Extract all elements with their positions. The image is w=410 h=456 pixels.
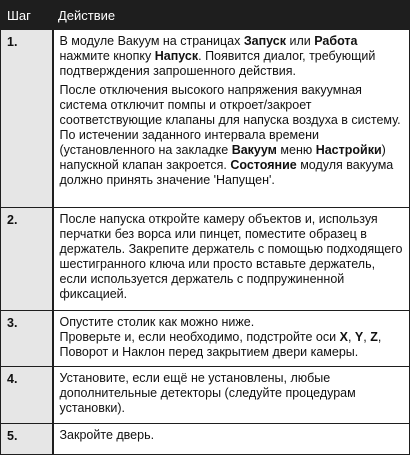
text-run: ) напускной клапан закроется. — [59, 143, 386, 172]
step-action: Установите, если ещё не установлены, любые дополнительные детекторы (следуйте процедурам установки). — [53, 367, 410, 424]
bold-term: Напуск — [154, 49, 199, 63]
step-action: Закройте дверь. — [53, 423, 410, 454]
text-run: В модуле Вакуум на страницах — [59, 34, 244, 48]
header-row — [1, 1, 410, 30]
step-1-paragraph-2 — [60, 83, 404, 188]
step-number: 4. — [1, 367, 53, 424]
text-run: или — [286, 34, 315, 48]
bold-term: Запуск — [243, 34, 287, 48]
bold-term: Вакуум — [231, 143, 277, 157]
step-action — [53, 310, 410, 367]
step-number: 5. — [1, 423, 53, 454]
bold-term: Работа — [314, 34, 358, 48]
bold-term: X — [339, 329, 348, 344]
step-action — [53, 30, 410, 208]
bold-term: Y — [354, 329, 364, 344]
text-run: меню — [276, 143, 316, 157]
step-number: 1. — [1, 30, 53, 208]
text-run: модуля вакуума должно принять значение 'Напущен'. — [59, 158, 394, 187]
bold-term: Состояние — [230, 158, 297, 172]
action-column-header: Действие — [53, 1, 410, 30]
text-run: нажмите кнопку — [59, 49, 155, 63]
step-number: 2. — [1, 207, 53, 310]
table-row — [1, 367, 410, 424]
text-run: , Поворот и Наклон перед закрытием двери камеры. — [59, 329, 382, 359]
bold-term: Z — [370, 329, 378, 344]
step-3-line-2 — [60, 330, 404, 360]
step-3-line-1: Опустите столик как можно ниже. — [59, 314, 255, 329]
text-run: После отключения высокого напряжения вакуумная система отключит помпы и откроет/закроет соответствующие клапаны для напуска воздуха в систему. По истечении заданного интервала времени (установленного на закладке — [59, 83, 401, 157]
table-row — [1, 207, 410, 310]
table-row — [1, 30, 410, 208]
text-run: , — [347, 329, 355, 344]
bold-term: Настройки — [315, 143, 382, 157]
step-1-paragraph-1 — [60, 34, 404, 79]
table-row — [1, 423, 410, 454]
text-run: Проверьте и, если необходимо, подстройте оси — [59, 329, 340, 344]
text-run: , — [363, 329, 371, 344]
table-row — [1, 310, 410, 367]
step-action: После напуска откройте камеру объектов и, используя перчатки без ворса или пинцет, поместите образец в держатель. Закрепите держатель с помощью подходящего шестигранного ключа или просто вставьте держатель, если используется держатель с подпружиненной фиксацией. — [53, 207, 410, 310]
step-number: 3. — [1, 310, 53, 367]
step-column-header: Шаг — [1, 1, 53, 30]
text-run: . Появится диалог, требующий подтверждения запрошенного действия. — [59, 49, 376, 78]
